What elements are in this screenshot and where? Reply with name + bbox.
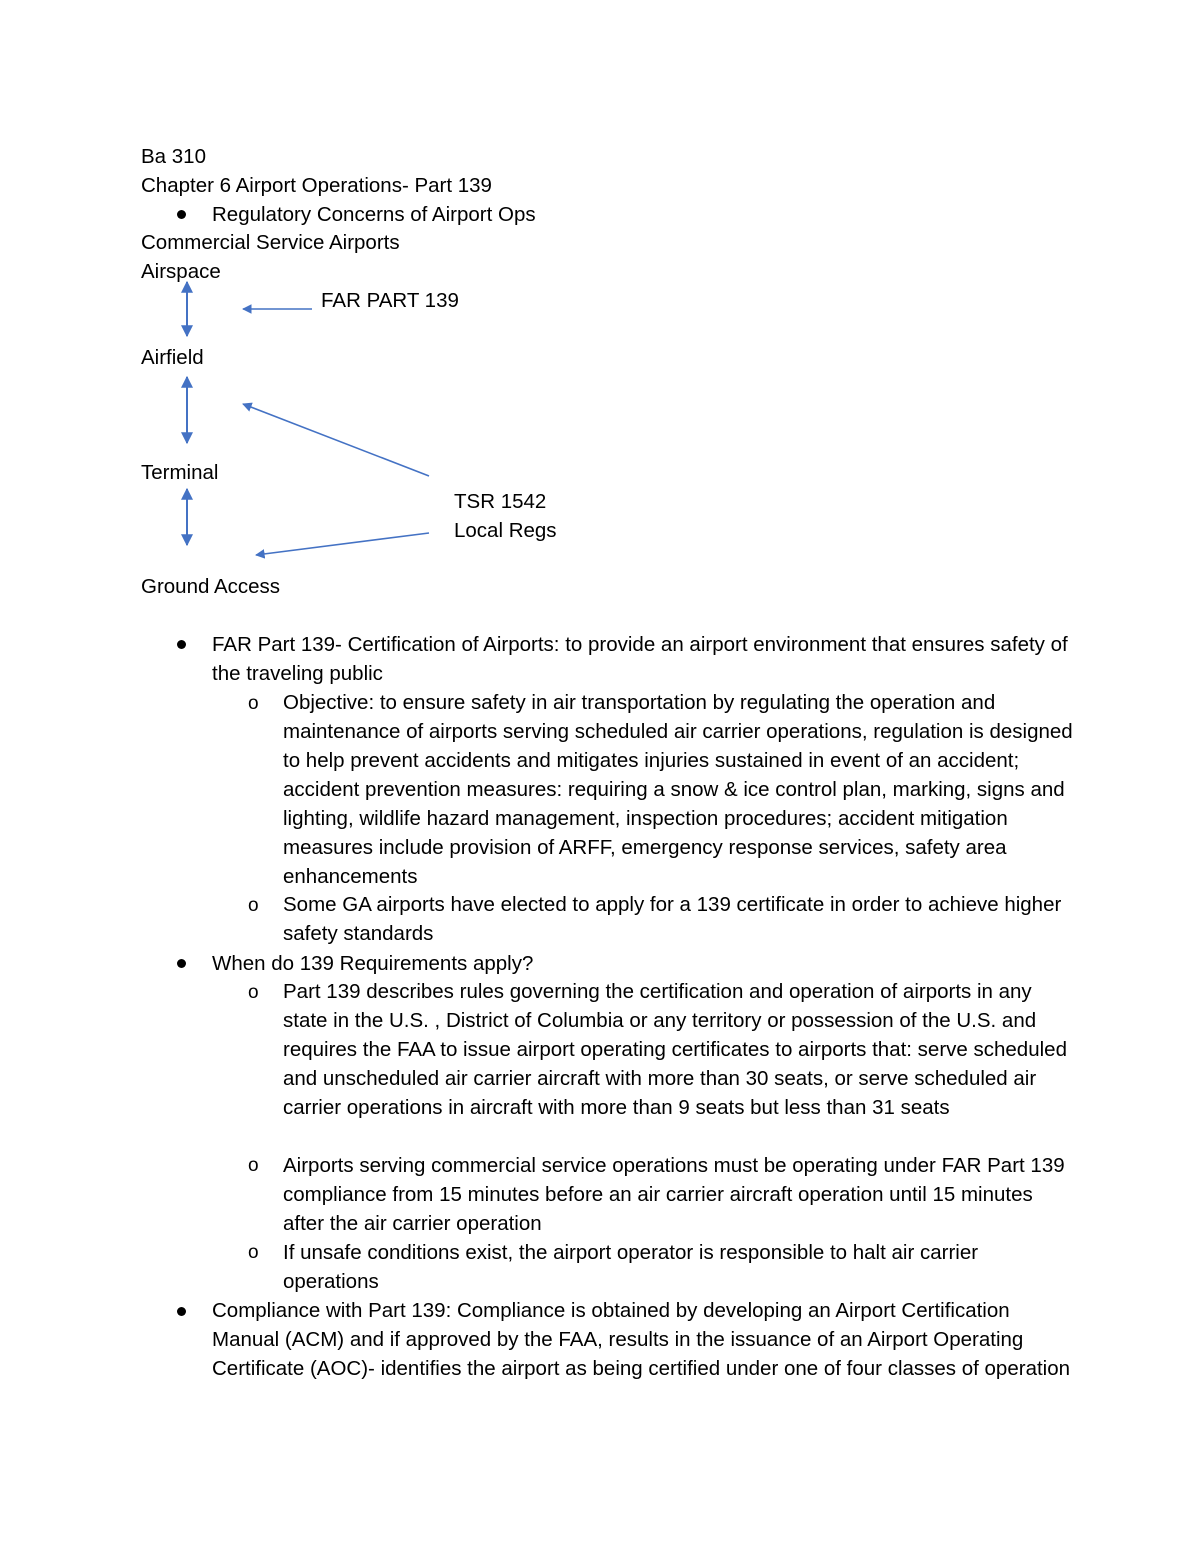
- regulation-diagram: [0, 0, 1200, 620]
- level-terminal: Terminal: [141, 461, 219, 484]
- course-title: Ba 310: [141, 145, 206, 168]
- level-airspace: Airspace: [141, 260, 221, 283]
- far-part-139-label: FAR PART 139: [321, 289, 459, 312]
- sub-bullet-15-minutes: Airports serving commercial service operations must be operating under FAR Part 139 compliance from 15 minutes before an air carrier aircraft operation until 15 minutes after the air carrier operation: [283, 1154, 1065, 1235]
- bullet-dot-icon: [177, 959, 186, 968]
- subheading: Commercial Service Airports: [141, 231, 400, 254]
- sub-bullet-part-139-rules: Part 139 describes rules governing the certification and operation of airports in any state in the U.S. , District of Columbia or any territory or possession of the U.S. and requires the FAA to issue airport operating certificates to airports that: serve scheduled and unscheduled air carrier aircraft with more than 30 seats, or serve scheduled air carrier operations in aircraft with more than 9 seats but less than 31 seats: [283, 980, 1067, 1119]
- topic-bullet: Regulatory Concerns of Airport Ops: [212, 203, 536, 226]
- bullet-dot-icon: [177, 1307, 186, 1316]
- sub-bullet-icon: o: [248, 982, 259, 1003]
- sub-bullet-icon: o: [248, 1155, 259, 1176]
- bullet-when-apply: When do 139 Requirements apply?: [212, 952, 534, 975]
- tsr-1542-label: TSR 1542: [454, 490, 547, 513]
- level-airfield: Airfield: [141, 346, 204, 369]
- sub-bullet-ga-airports: Some GA airports have elected to apply for a 139 certificate in order to achieve higher safety standards: [283, 893, 1062, 945]
- level-ground-access: Ground Access: [141, 575, 281, 598]
- local-regs-label: Local Regs: [454, 519, 557, 542]
- chapter-title: Chapter 6 Airport Operations- Part 139: [141, 174, 492, 197]
- sub-bullet-icon: o: [248, 895, 259, 916]
- arrow-tsr-to-airfield: [243, 404, 429, 476]
- arrow-local-to-ground: [256, 533, 429, 555]
- bullet-dot-icon: [177, 640, 186, 649]
- bullet-far-part-139: FAR Part 139- Certification of Airports: to provide an airport environment that ensures safety of the traveling public: [212, 633, 1068, 685]
- sub-bullet-icon: o: [248, 693, 259, 714]
- bullet-compliance: Compliance with Part 139: Compliance is obtained by developing an Airport Certification Manual (ACM) and if approved by the FAA, results in the issuance of an Airport Operating Certificate (AOC)- identifies the airport as being certified under one of four classes of operation: [212, 1299, 1071, 1380]
- sub-bullet-unsafe-conditions: If unsafe conditions exist, the airport operator is responsible to halt air carrier operations: [283, 1241, 979, 1293]
- sub-bullet-objective: Objective: to ensure safety in air transportation by regulating the operation and maintenance of airports serving scheduled air carrier operations, regulation is designed to help prevent accidents and mitigates injuries sustained in event of an accident; accident prevention measures: requiring a snow & ice control plan, marking, signs and lighting, wildlife hazard management, inspection procedures; accident mitigation measures include provision of ARFF, emergency response services, safety area enhancements: [283, 691, 1073, 888]
- sub-bullet-icon: o: [248, 1242, 259, 1263]
